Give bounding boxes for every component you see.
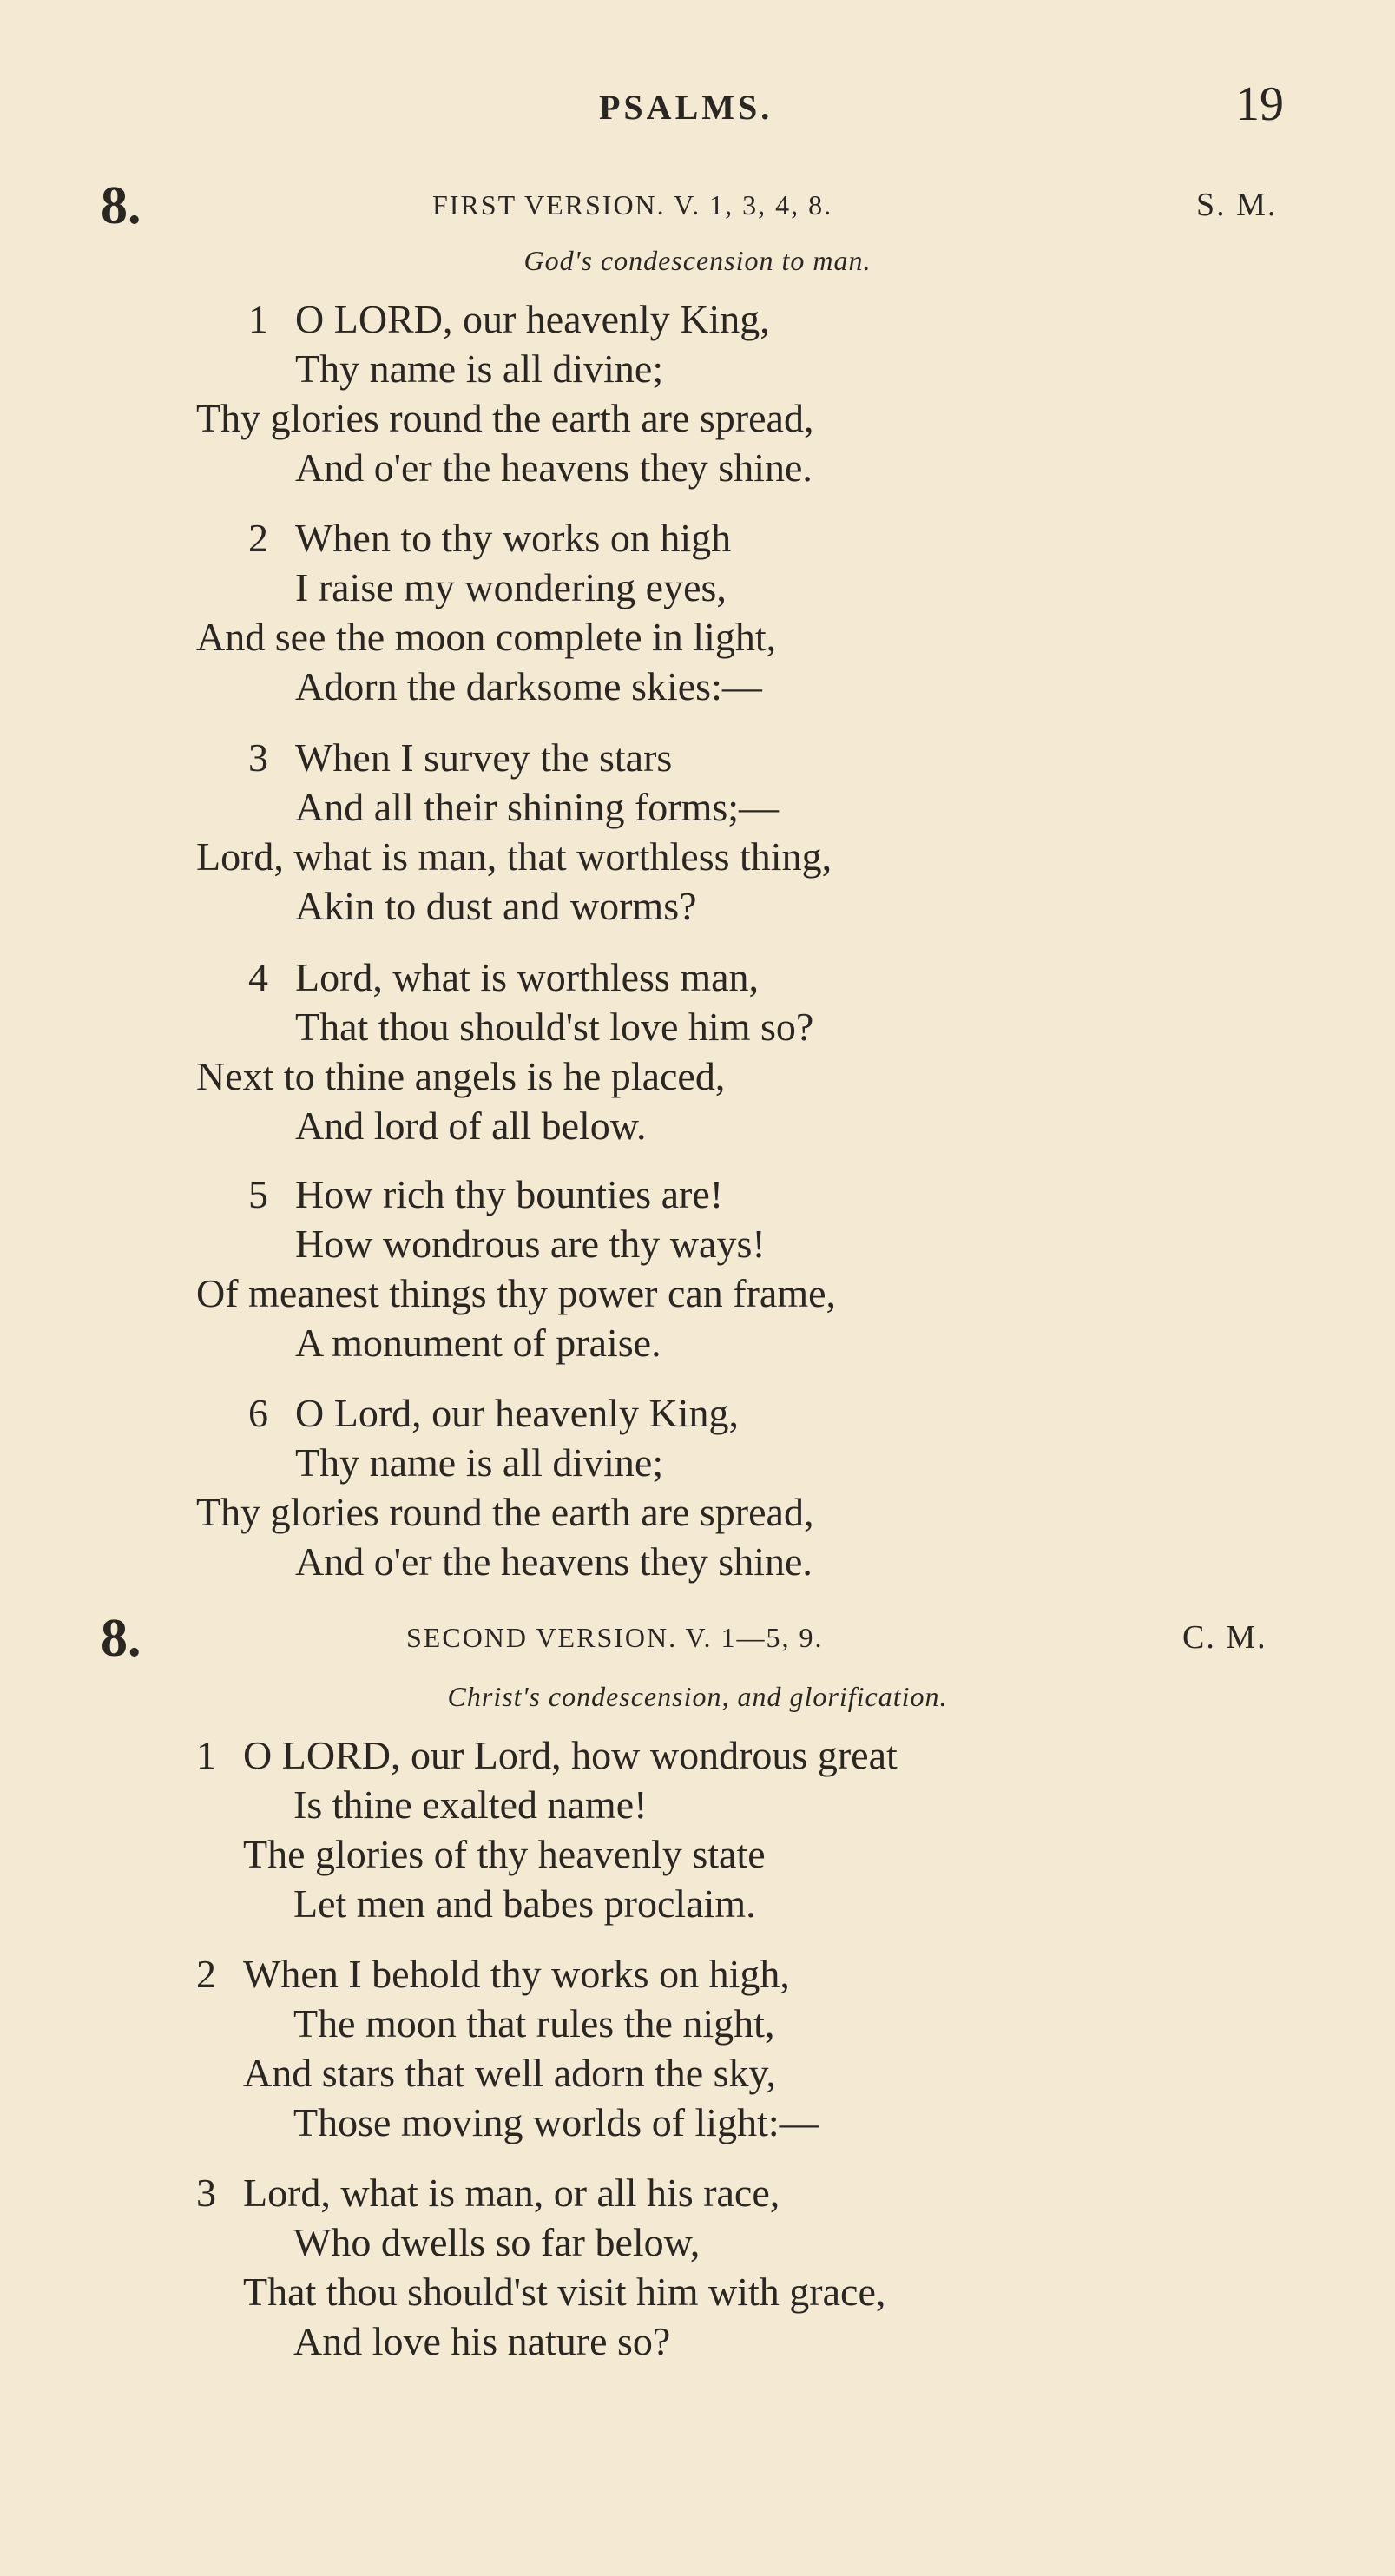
verse-line: That thou should'st love him so? <box>295 1005 814 1049</box>
verse-text: When I survey the stars <box>295 735 673 780</box>
page-number: 19 <box>1235 77 1284 131</box>
psalm-number: 8. <box>101 1609 141 1668</box>
verse-line: And all their shining forms;— <box>295 785 780 829</box>
stanza-number: 6 <box>248 1391 268 1435</box>
meter-label: S. M. <box>1196 187 1278 223</box>
verse-line: Thy name is all divine; <box>295 1440 664 1485</box>
verse-line: The glories of thy heavenly state <box>243 1832 766 1876</box>
running-title: PSALMS. <box>599 88 773 127</box>
stanza-number: 1 <box>196 1733 216 1777</box>
verse-line: How wondrous are thy ways! <box>295 1222 766 1266</box>
stanza-number: 5 <box>248 1172 268 1216</box>
verse-line: And love his nature so? <box>293 2319 671 2363</box>
verse-line: The moon that rules the night, <box>293 2001 775 2046</box>
stanza-number: 3 <box>196 2171 216 2215</box>
verse-line: And see the moon complete in light, <box>196 615 777 659</box>
second-version-header <box>0 1609 1395 1669</box>
verse-line: I raise my wondering eyes, <box>295 565 727 609</box>
meter-label: C. M. <box>1182 1619 1267 1656</box>
verse-text: When I behold thy works on high, <box>243 1952 790 1996</box>
psalm-subtitle: God's condescension to man. <box>523 245 872 276</box>
verse-line: A monument of praise. <box>295 1321 661 1365</box>
verse-text: Lord, what is worthless man, <box>295 955 760 999</box>
version-title: FIRST VERSION. V. 1, 3, 4, 8. <box>432 189 833 221</box>
verse-text: O Lord, our heavenly King, <box>295 1391 739 1435</box>
verse-line: Next to thine angels is he placed, <box>196 1054 726 1098</box>
verse-line: Lord, what is man, that worthless thing, <box>196 834 832 879</box>
stanza-number: 2 <box>196 1952 216 1996</box>
stanza-number: 1 <box>248 297 268 341</box>
verse-line: And o'er the heavens they shine. <box>295 445 813 490</box>
verse-line <box>248 1170 723 1219</box>
verse-line: And o'er the heavens they shine. <box>295 1539 813 1584</box>
verse-line: Those moving worlds of light:— <box>293 2100 819 2144</box>
verse-line <box>196 1731 898 1780</box>
verse-line: That thou should'st visit him with grace, <box>243 2270 886 2314</box>
version-title: SECOND VERSION. V. 1—5, 9. <box>406 1622 824 1653</box>
verse-line: And lord of all below. <box>295 1104 647 1148</box>
verse-text: O LORD, our heavenly King, <box>295 297 770 341</box>
psalm-subtitle: Christ's condescension, and glorification. <box>447 1681 948 1712</box>
verse-line: Is thine exalted name! <box>293 1782 648 1827</box>
verse-line: Of meanest things thy power can frame, <box>196 1271 837 1315</box>
verse-text: O LORD, our Lord, how wondrous great <box>243 1733 898 1777</box>
verse-line <box>248 1389 739 1438</box>
verse-line <box>248 953 759 1002</box>
verse-line <box>196 2169 780 2217</box>
verse-line: Who dwells so far below, <box>293 2220 701 2264</box>
verse-text: When to thy works on high <box>295 516 732 560</box>
verse-line: Thy name is all divine; <box>295 346 664 391</box>
verse-text: How rich thy bounties are! <box>295 1172 724 1216</box>
verse-line: Thy glories round the earth are spread, <box>196 1490 814 1534</box>
stanza-number: 3 <box>248 735 268 780</box>
verse-line: Akin to dust and worms? <box>295 884 697 928</box>
verse-line: Let men and babes proclaim. <box>293 1881 756 1926</box>
verse-line <box>248 734 672 782</box>
verse-line <box>196 1950 790 1999</box>
verse-line: And stars that well adorn the sky, <box>243 2051 777 2095</box>
verse-text: Lord, what is man, or all his race, <box>243 2171 780 2215</box>
stanza-number: 2 <box>248 516 268 560</box>
running-head <box>0 77 1395 132</box>
verse-line <box>248 514 731 563</box>
stanza-number: 4 <box>248 955 268 999</box>
psalm-number: 8. <box>101 176 141 235</box>
verse-line <box>248 295 770 344</box>
verse-line: Adorn the darksome skies:— <box>295 664 762 708</box>
verse-line: Thy glories round the earth are spread, <box>196 396 814 440</box>
first-version-header <box>0 176 1395 236</box>
